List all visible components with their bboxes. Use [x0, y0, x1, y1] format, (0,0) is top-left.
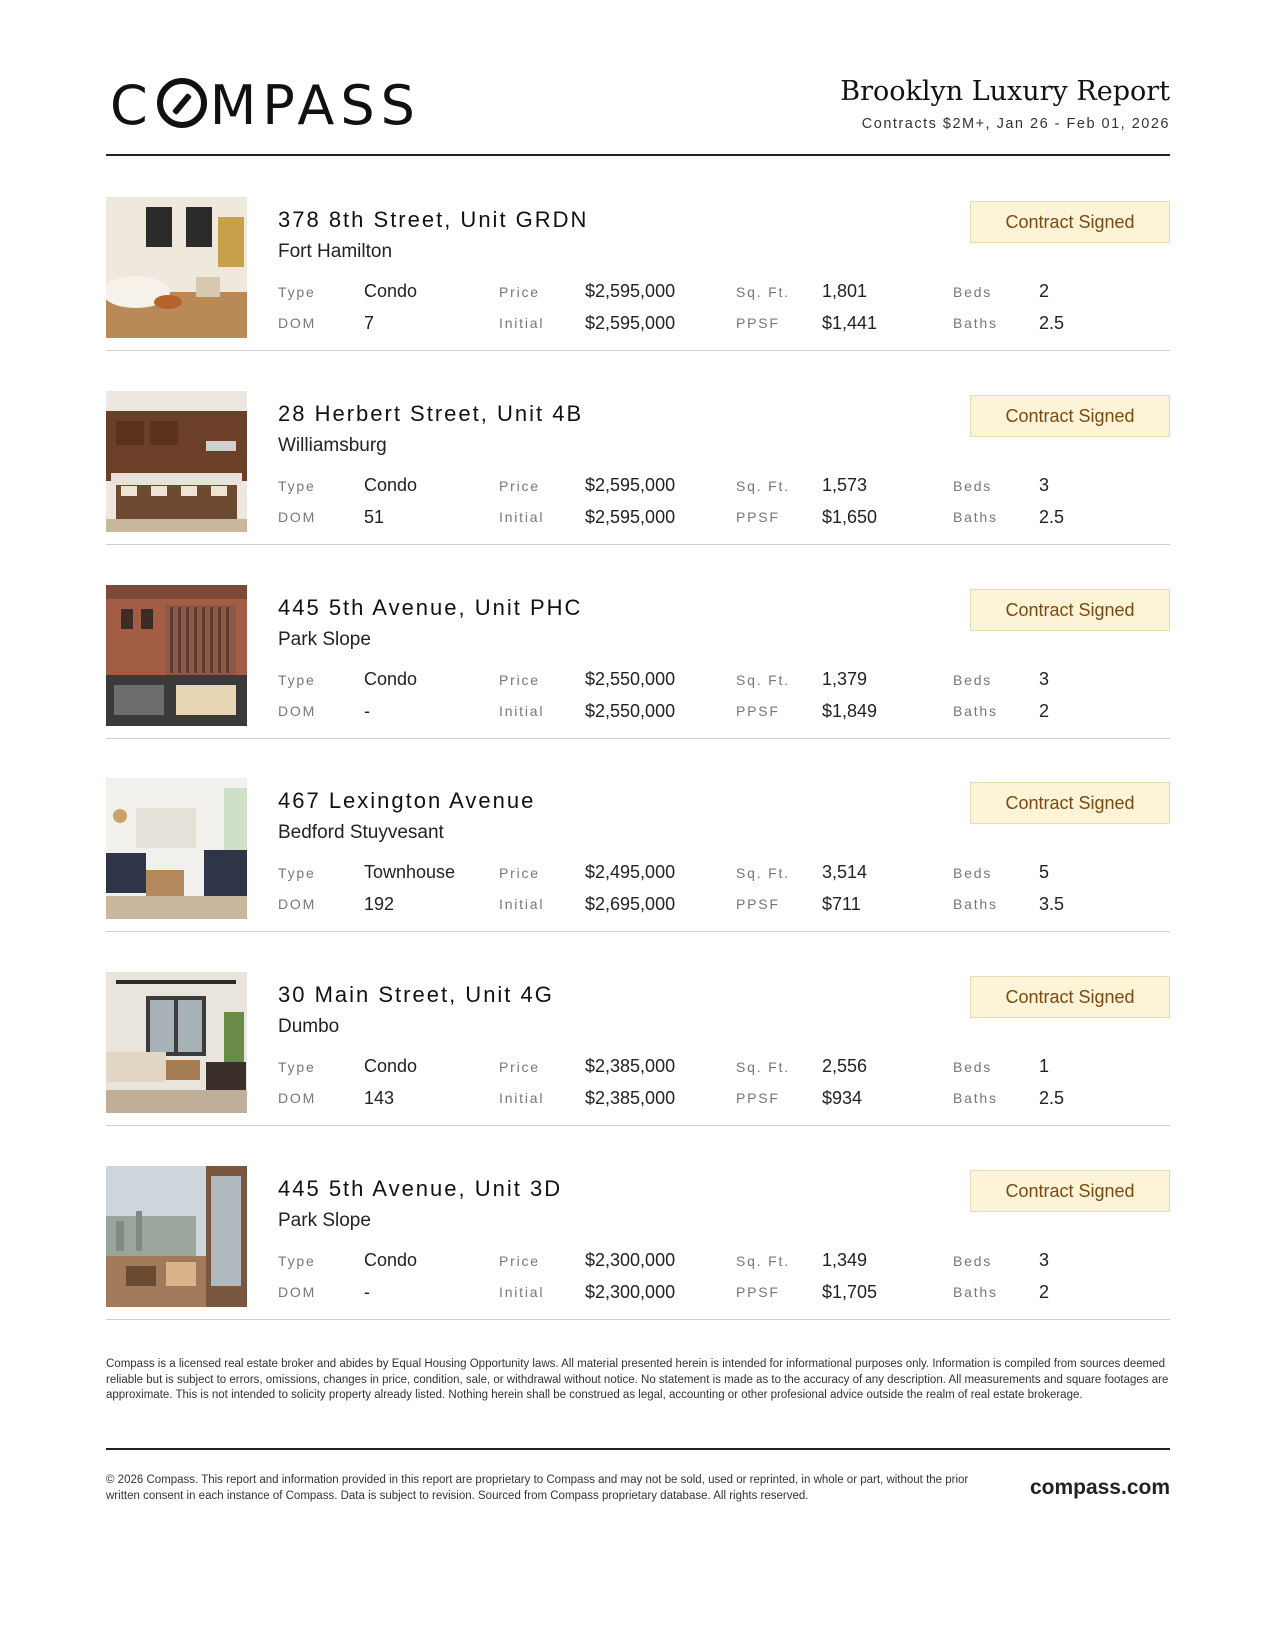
- sqft-value: 1,349: [822, 1250, 868, 1270]
- compass-logo: [110, 76, 421, 136]
- type-value: Condo: [364, 475, 418, 495]
- beds-value: 5: [1039, 862, 1050, 882]
- report-header: [106, 70, 1170, 156]
- type-label: Type: [278, 478, 316, 494]
- listing-photo[interactable]: [106, 1166, 247, 1307]
- report-title: Brooklyn Luxury Report: [840, 76, 1170, 107]
- dom-label: DOM: [278, 896, 317, 912]
- ppsf-label: PPSF: [736, 315, 780, 331]
- baths-label: Baths: [953, 509, 998, 525]
- baths-label: Baths: [953, 315, 998, 331]
- sqft-value: 1,573: [822, 475, 868, 495]
- ppsf-label: PPSF: [736, 1090, 780, 1106]
- dom-value: -: [364, 701, 370, 721]
- listing-address[interactable]: 28 Herbert Street, Unit 4B: [278, 401, 584, 426]
- listing-address[interactable]: 378 8th Street, Unit GRDN: [278, 207, 589, 232]
- listing-address[interactable]: 30 Main Street, Unit 4G: [278, 982, 554, 1007]
- price-value: $2,300,000: [585, 1250, 676, 1270]
- disclaimer-text: Compass is a licensed real estate broker and abides by Equal Housing Opportunity laws. All material presented herein is intended for informational purposes only. Information is compiled from sources deemed reliable but is subject to errors, omissions, changes in price, condition, sale, or withdrawal without notice. No statement is made as to the accuracy of any description. All measurements and square footages are approximate. This is not intended to solicity property already listed. Nothing herein shall be construed as legal, accounting or other profesional advice outside the realm of real estate brokerage.: [106, 1358, 1169, 1401]
- baths-value: 2.5: [1039, 507, 1065, 527]
- report-subtitle: Contracts $2M+, Jan 26 - Feb 01, 2026: [861, 116, 1170, 132]
- status-badge: Contract Signed: [970, 1170, 1170, 1212]
- sqft-label: Sq. Ft.: [736, 865, 790, 881]
- beds-value: 3: [1039, 669, 1050, 689]
- listing-item: [106, 932, 1170, 1126]
- report-page: [106, 0, 1170, 1650]
- initial-label: Initial: [499, 703, 545, 719]
- beds-label: Beds: [953, 672, 993, 688]
- type-value: Townhouse: [364, 862, 456, 882]
- listing-photo[interactable]: [106, 391, 247, 532]
- listing-neighborhood: Bedford Stuyvesant: [278, 822, 444, 843]
- price-value: $2,595,000: [585, 281, 676, 301]
- dom-value: 7: [364, 313, 375, 333]
- website-link[interactable]: compass.com: [1029, 1476, 1170, 1499]
- price-label: Price: [499, 865, 540, 881]
- initial-value: $2,300,000: [585, 1282, 676, 1302]
- baths-label: Baths: [953, 703, 998, 719]
- listing-address[interactable]: 467 Lexington Avenue: [278, 788, 536, 813]
- beds-value: 3: [1039, 475, 1050, 495]
- price-label: Price: [499, 672, 540, 688]
- logo-wordmark: C MPASS: [110, 74, 421, 137]
- beds-label: Beds: [953, 478, 993, 494]
- listing-item: [106, 157, 1170, 351]
- baths-label: Baths: [953, 1284, 998, 1300]
- type-label: Type: [278, 672, 316, 688]
- type-label: Type: [278, 1253, 316, 1269]
- ppsf-label: PPSF: [736, 703, 780, 719]
- sqft-value: 1,801: [822, 281, 868, 301]
- listing-neighborhood: Williamsburg: [278, 435, 387, 456]
- beds-label: Beds: [953, 1253, 993, 1269]
- ppsf-value: $1,705: [822, 1282, 878, 1302]
- ppsf-label: PPSF: [736, 509, 780, 525]
- initial-value: $2,595,000: [585, 313, 676, 333]
- listing-neighborhood: Dumbo: [278, 1016, 340, 1037]
- sqft-value: 2,556: [822, 1056, 868, 1076]
- baths-label: Baths: [953, 896, 998, 912]
- status-badge: Contract Signed: [970, 589, 1170, 631]
- listing-item: [106, 1126, 1170, 1320]
- type-label: Type: [278, 865, 316, 881]
- sqft-label: Sq. Ft.: [736, 284, 790, 300]
- ppsf-value: $711: [822, 894, 861, 914]
- listing-neighborhood: Fort Hamilton: [278, 241, 393, 262]
- type-value: Condo: [364, 281, 418, 301]
- ppsf-value: $1,441: [822, 313, 878, 333]
- listing-photo[interactable]: [106, 778, 247, 919]
- initial-label: Initial: [499, 896, 545, 912]
- status-badge: Contract Signed: [970, 782, 1170, 824]
- listing-item: [106, 545, 1170, 739]
- baths-value: 2: [1039, 1282, 1050, 1302]
- sqft-value: 3,514: [822, 862, 868, 882]
- listing-neighborhood: Park Slope: [278, 629, 371, 650]
- price-value: $2,550,000: [585, 669, 676, 689]
- beds-label: Beds: [953, 1059, 993, 1075]
- listing-item: [106, 738, 1170, 932]
- sqft-label: Sq. Ft.: [736, 478, 790, 494]
- listing-photo[interactable]: [106, 585, 247, 726]
- type-value: Condo: [364, 669, 418, 689]
- sqft-label: Sq. Ft.: [736, 1059, 790, 1075]
- compass-o-icon: [157, 78, 207, 128]
- ppsf-value: $1,849: [822, 701, 878, 721]
- initial-label: Initial: [499, 509, 545, 525]
- dom-value: 143: [364, 1088, 395, 1108]
- dom-value: 51: [364, 507, 385, 527]
- type-value: Condo: [364, 1250, 418, 1270]
- status-badge: Contract Signed: [970, 395, 1170, 437]
- dom-value: 192: [364, 894, 395, 914]
- baths-value: 2: [1039, 701, 1050, 721]
- listing-photo[interactable]: [106, 197, 247, 338]
- initial-value: $2,695,000: [585, 894, 676, 914]
- listing-address[interactable]: 445 5th Avenue, Unit 3D: [278, 1176, 563, 1201]
- beds-value: 1: [1039, 1056, 1050, 1076]
- price-value: $2,495,000: [585, 862, 676, 882]
- price-label: Price: [499, 478, 540, 494]
- type-label: Type: [278, 1059, 316, 1075]
- listing-item: [106, 351, 1170, 545]
- ppsf-label: PPSF: [736, 896, 780, 912]
- baths-value: 3.5: [1039, 894, 1065, 914]
- price-label: Price: [499, 1253, 540, 1269]
- baths-value: 2.5: [1039, 1088, 1065, 1108]
- ppsf-value: $934: [822, 1088, 863, 1108]
- initial-value: $2,385,000: [585, 1088, 676, 1108]
- dom-label: DOM: [278, 1284, 317, 1300]
- price-label: Price: [499, 284, 540, 300]
- initial-label: Initial: [499, 1284, 545, 1300]
- dom-label: DOM: [278, 509, 317, 525]
- sqft-label: Sq. Ft.: [736, 672, 790, 688]
- initial-value: $2,550,000: [585, 701, 676, 721]
- footer-divider: [106, 1448, 1170, 1450]
- price-label: Price: [499, 1059, 540, 1075]
- initial-label: Initial: [499, 315, 545, 331]
- ppsf-value: $1,650: [822, 507, 878, 527]
- listing-photo[interactable]: [106, 972, 247, 1113]
- price-value: $2,595,000: [585, 475, 676, 495]
- ppsf-label: PPSF: [736, 1284, 780, 1300]
- baths-label: Baths: [953, 1090, 998, 1106]
- beds-value: 2: [1039, 281, 1050, 301]
- listing-address[interactable]: 445 5th Avenue, Unit PHC: [278, 595, 583, 620]
- initial-value: $2,595,000: [585, 507, 676, 527]
- type-label: Type: [278, 284, 316, 300]
- copyright-text: © 2026 Compass. This report and information provided in this report are proprietary to Compass and may not be sold, used or reprinted, in whole or part, without the prior written consent in each instance of Compass. Data is subject to revision. Sourced from Compass proprietary database. All rights reserved.: [106, 1474, 969, 1502]
- status-badge: Contract Signed: [970, 976, 1170, 1018]
- dom-label: DOM: [278, 315, 317, 331]
- dom-label: DOM: [278, 1090, 317, 1106]
- beds-label: Beds: [953, 284, 993, 300]
- beds-label: Beds: [953, 865, 993, 881]
- baths-value: 2.5: [1039, 313, 1065, 333]
- sqft-value: 1,379: [822, 669, 868, 689]
- sqft-label: Sq. Ft.: [736, 1253, 790, 1269]
- beds-value: 3: [1039, 1250, 1050, 1270]
- initial-label: Initial: [499, 1090, 545, 1106]
- listing-neighborhood: Park Slope: [278, 1210, 371, 1231]
- dom-label: DOM: [278, 703, 317, 719]
- status-badge: Contract Signed: [970, 201, 1170, 243]
- price-value: $2,385,000: [585, 1056, 676, 1076]
- type-value: Condo: [364, 1056, 418, 1076]
- dom-value: -: [364, 1282, 370, 1302]
